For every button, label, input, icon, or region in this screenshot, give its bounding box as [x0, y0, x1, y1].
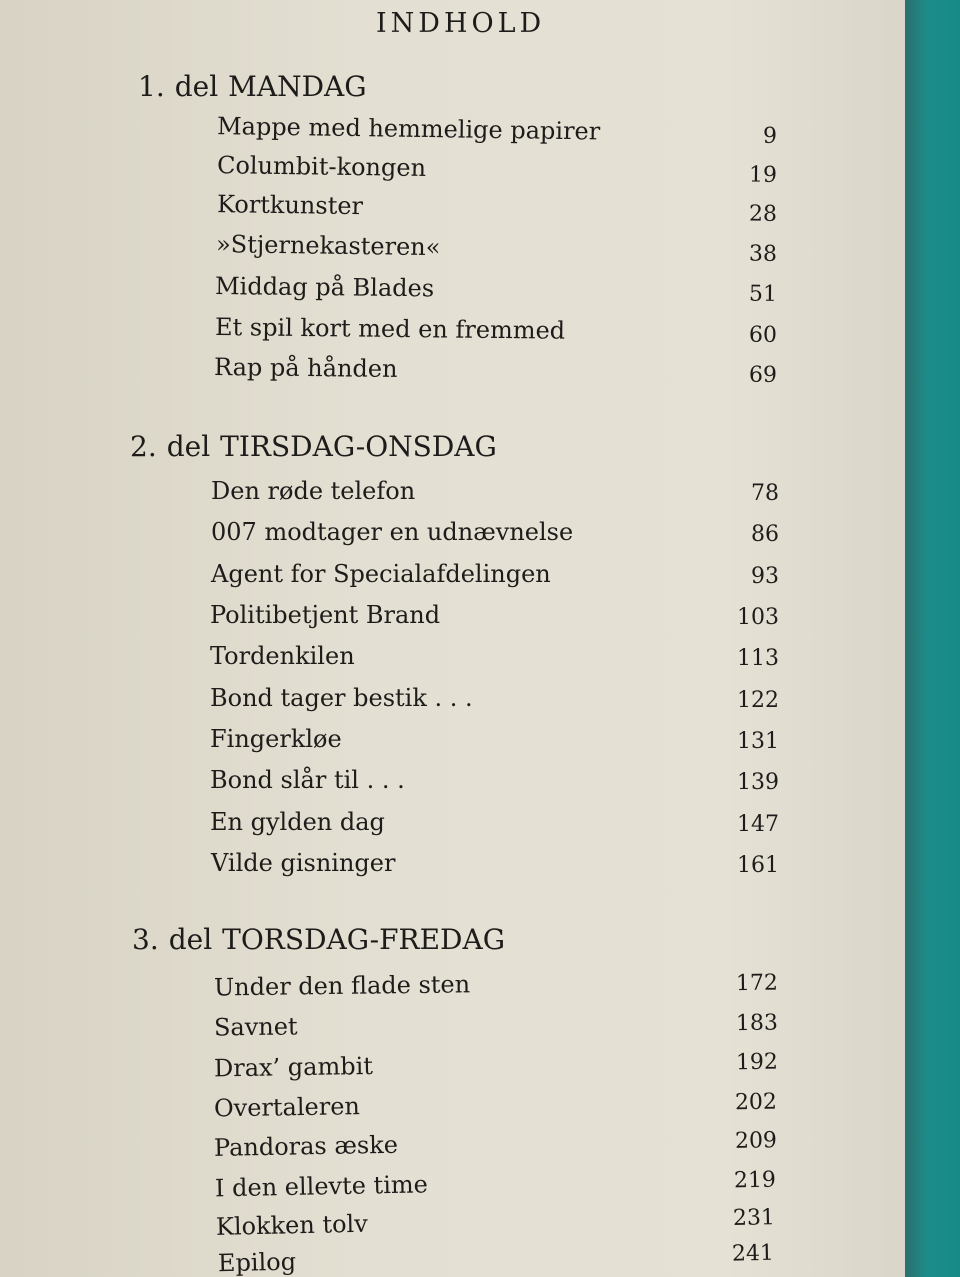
entry-page: 131	[737, 729, 779, 754]
toc-entry	[210, 766, 779, 800]
entry-title: Den røde telefon	[211, 477, 416, 505]
entry-title: Tordenkilen	[210, 642, 355, 670]
entry-page: 219	[733, 1167, 777, 1194]
entry-title: Under den flade sten	[213, 970, 471, 1002]
toc-entry	[214, 1007, 778, 1048]
toc-entry	[210, 642, 779, 676]
entry-page: 38	[748, 241, 778, 267]
toc-entry	[214, 353, 777, 393]
entry-page: 51	[748, 281, 778, 307]
entry-page: 139	[737, 770, 779, 795]
part-heading-2	[130, 430, 497, 463]
toc-entry	[210, 725, 779, 759]
part-heading-1	[138, 70, 367, 103]
part-number: 3.	[132, 923, 159, 956]
entry-page: 241	[731, 1240, 775, 1267]
toc-entry	[210, 684, 779, 718]
toc-entry	[215, 313, 777, 353]
toc-entry	[210, 601, 779, 635]
entry-page: 9	[762, 123, 778, 149]
entry-page: 93	[751, 564, 779, 589]
toc-entry	[210, 808, 779, 842]
entry-page: 192	[735, 1049, 779, 1076]
part-number: 2.	[130, 430, 157, 463]
toc-entry	[215, 1164, 777, 1209]
entry-page: 69	[748, 362, 778, 388]
entry-page: 231	[732, 1205, 776, 1232]
toc-entry	[211, 477, 779, 511]
entry-title: Et spil kort med en fremmed	[214, 313, 566, 345]
toc-entry	[214, 1046, 778, 1089]
entry-page: 183	[735, 1010, 779, 1037]
entry-title: Savnet	[213, 1012, 298, 1042]
part-del: del	[174, 70, 219, 103]
entry-page: 103	[737, 605, 779, 630]
entry-page: 28	[748, 201, 778, 227]
entry-title: Vilde gisninger	[211, 849, 396, 877]
entry-page: 19	[748, 162, 778, 188]
entry-title: Agent for Specialafdelingen	[211, 560, 551, 588]
entry-page: 209	[734, 1128, 778, 1154]
toc-entry	[214, 1086, 777, 1129]
entry-page: 172	[735, 970, 779, 997]
part-del: del	[168, 923, 213, 956]
entry-page: 147	[737, 812, 779, 837]
entry-title: Kortkunster	[216, 190, 364, 221]
entry-title: Overtaleren	[213, 1092, 361, 1123]
entry-title: Pandoras æske	[213, 1130, 399, 1162]
entry-title: Epilog	[217, 1247, 297, 1277]
entry-title: Klokken tolv	[215, 1209, 369, 1241]
entry-page: 202	[734, 1089, 778, 1116]
entry-title: Drax’ gambit	[213, 1051, 374, 1083]
toc-entry	[217, 112, 777, 154]
toc-entry	[214, 967, 778, 1008]
toc-entry	[211, 560, 779, 594]
entry-title: Bond slår til . . .	[210, 766, 405, 794]
toc-entry	[217, 151, 777, 193]
part-del: del	[166, 430, 211, 463]
entry-title: 007 modtager en udnævnelse	[211, 518, 574, 546]
toc-entry	[214, 1124, 778, 1168]
entry-page: 161	[737, 853, 779, 878]
entry-title: Columbit-kongen	[216, 151, 427, 183]
part-name: MANDAG	[228, 70, 367, 103]
toc-entry	[216, 230, 777, 272]
entry-title: Politibetjent Brand	[210, 601, 441, 629]
entry-page: 113	[737, 646, 779, 671]
entry-title: Bond tager bestik . . .	[210, 684, 473, 712]
page-title: INDHOLD	[376, 8, 546, 39]
entry-page: 122	[737, 688, 779, 713]
entry-title: Mappe med hemmelige papirer	[216, 112, 601, 146]
background-edge	[905, 0, 960, 1277]
entry-title: »Stjernekasteren«	[215, 230, 441, 262]
entry-page: 78	[751, 481, 779, 506]
toc-entry	[217, 190, 777, 232]
entry-title: I den ellevte time	[214, 1170, 429, 1203]
entry-title: Middag på Blades	[214, 272, 435, 303]
entry-page: 86	[751, 522, 779, 547]
toc-entry	[211, 849, 779, 883]
entry-title: En gylden dag	[210, 808, 385, 836]
toc-entry	[215, 272, 777, 312]
part-name: TORSDAG-FREDAG	[222, 923, 506, 956]
part-heading-3	[132, 923, 505, 956]
toc-entry	[211, 518, 779, 552]
entry-page: 60	[748, 322, 778, 348]
part-name: TIRSDAG-ONSDAG	[220, 430, 497, 463]
entry-title: Rap på hånden	[213, 353, 398, 383]
part-number: 1.	[138, 70, 165, 103]
entry-title: Fingerkløe	[210, 725, 342, 753]
